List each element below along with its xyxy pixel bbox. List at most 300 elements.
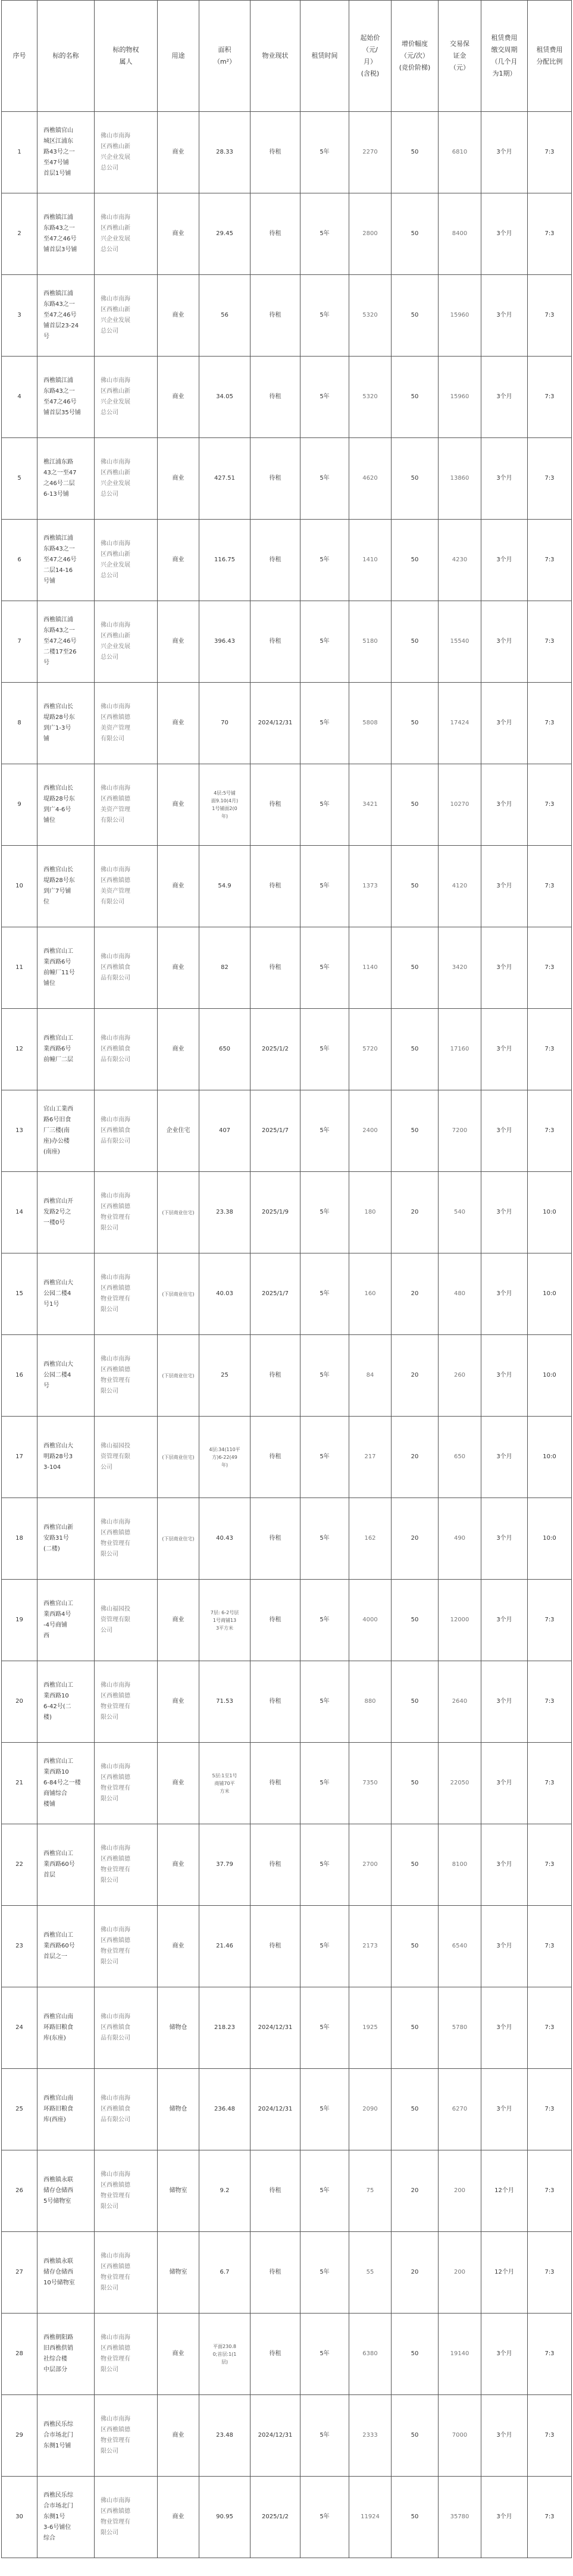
cell-use: (下层商业住宅): [158, 1335, 199, 1417]
cell-area: 116.75: [199, 520, 251, 601]
cell-status: 待租: [251, 2314, 300, 2395]
cell-owner: 佛山市南海 区西樵山新 兴企业发展 总公司: [95, 601, 158, 683]
cell-name: 西樵官山长 堤路28号东 到广4-6号 铺位: [37, 764, 95, 846]
cell-payment: 3个月: [481, 764, 528, 846]
table-row: [2, 2477, 572, 2558]
table-row: [2, 683, 572, 764]
cell-payment: 3个月: [481, 275, 528, 357]
cell-seq: 14: [2, 1172, 37, 1253]
cell-price: 2090: [349, 2069, 392, 2150]
table-row: [2, 2314, 572, 2395]
cell-status: 待租: [251, 520, 300, 601]
cell-use: (下层商业住宅): [158, 1172, 199, 1253]
cell-owner: 佛山市南海 区西樵镇德 物业管理有 限公司: [95, 2395, 158, 2477]
cell-use: 商业: [158, 275, 199, 357]
cell-seq: 4: [2, 357, 37, 438]
cell-lease: 5年: [300, 2232, 349, 2314]
cell-status: 2025/1/2: [251, 2477, 300, 2558]
cell-seq: 23: [2, 1906, 37, 1987]
cell-deposit: 17424: [439, 683, 481, 764]
cell-seq: 2: [2, 193, 37, 275]
cell-area: 37.79: [199, 1824, 251, 1906]
cell-deposit: 6810: [439, 112, 481, 193]
cell-name: 西樵官山大 公园二楼4 号1号: [37, 1253, 95, 1335]
cell-name: 西樵官山工 業西路6号 前幢厂二层: [37, 1009, 95, 1090]
cell-deposit: 4230: [439, 520, 481, 601]
cell-status: 2025/1/2: [251, 1009, 300, 1090]
cell-lease: 5年: [300, 1906, 349, 1987]
cell-increment: 50: [392, 2477, 439, 2558]
cell-name: 官山工業西 路6号旧食 厂三楼(南 座)办公楼 (南座): [37, 1090, 95, 1172]
cell-area: 4层:5号铺 面9.10(4月) 1号铺面2(0 年): [199, 764, 251, 846]
cell-owner: 佛山市南海 区西樵镇德 物业管理有 限公司: [95, 1335, 158, 1417]
cell-ratio: 7:3: [528, 2150, 572, 2232]
cell-increment: 50: [392, 1090, 439, 1172]
cell-payment: 12个月: [481, 2232, 528, 2314]
cell-owner: 佛山市南海 区西樵山新 兴企业发展 总公司: [95, 520, 158, 601]
cell-price: 2700: [349, 1824, 392, 1906]
cell-ratio: 7:3: [528, 1009, 572, 1090]
cell-ratio: 10:0: [528, 1335, 572, 1417]
cell-owner: 佛山市南海 区西樵山新 兴企业发展 总公司: [95, 438, 158, 520]
cell-deposit: 13860: [439, 438, 481, 520]
cell-area: 396.43: [199, 601, 251, 683]
cell-ratio: 7:3: [528, 1987, 572, 2069]
cell-increment: 50: [392, 2314, 439, 2395]
cell-ratio: 7:3: [528, 275, 572, 357]
cell-ratio: 7:3: [528, 2232, 572, 2314]
cell-deposit: 7200: [439, 1090, 481, 1172]
cell-lease: 5年: [300, 112, 349, 193]
cell-payment: 3个月: [481, 438, 528, 520]
cell-owner: 佛山市南海 区西樵镇德 物业管理有 限公司: [95, 1743, 158, 1824]
cell-name: 西樵镇江浦 东路43之一 至47之46号 铺首层35号铺: [37, 357, 95, 438]
cell-increment: 50: [392, 2395, 439, 2477]
cell-ratio: 7:3: [528, 112, 572, 193]
cell-deposit: 15960: [439, 275, 481, 357]
cell-price: 5320: [349, 275, 392, 357]
table-row: [2, 438, 572, 520]
cell-seq: 30: [2, 2477, 37, 2558]
cell-use: 商业: [158, 764, 199, 846]
header-increment: 增价幅度 （元/次） (竞价阶梯): [392, 1, 439, 112]
cell-owner: 佛山市南海 区西樵镇德 物业管理有 限公司: [95, 1824, 158, 1906]
cell-area: 427.51: [199, 438, 251, 520]
cell-use: 商业: [158, 112, 199, 193]
header-status: 物业现状: [251, 1, 300, 112]
cell-price: 2173: [349, 1906, 392, 1987]
table-row: [2, 1417, 572, 1498]
cell-payment: 3个月: [481, 2477, 528, 2558]
cell-seq: 5: [2, 438, 37, 520]
cell-price: 217: [349, 1417, 392, 1498]
cell-price: 5180: [349, 601, 392, 683]
cell-price: 880: [349, 1661, 392, 1743]
cell-use: 商业: [158, 2314, 199, 2395]
cell-name: 西樵官山长 堤路28号东 到广1-3号 铺: [37, 683, 95, 764]
cell-lease: 5年: [300, 1090, 349, 1172]
cell-area: 90.95: [199, 2477, 251, 2558]
cell-use: 商业: [158, 1661, 199, 1743]
cell-name: 樵江浦东路 43之一至47 之46号二层 6-13号铺: [37, 438, 95, 520]
cell-increment: 50: [392, 1743, 439, 1824]
cell-status: 2025/1/7: [251, 1090, 300, 1172]
cell-lease: 5年: [300, 2314, 349, 2395]
cell-status: 2025/1/7: [251, 1253, 300, 1335]
cell-area: 4层:34(110平 方)6-22(49 年): [199, 1417, 251, 1498]
cell-seq: 7: [2, 601, 37, 683]
cell-area: 56: [199, 275, 251, 357]
table-row: [2, 2232, 572, 2314]
cell-area: 25: [199, 1335, 251, 1417]
cell-deposit: 260: [439, 1335, 481, 1417]
cell-ratio: 10:0: [528, 1417, 572, 1498]
table-row: [2, 1824, 572, 1906]
cell-price: 6380: [349, 2314, 392, 2395]
cell-status: 待租: [251, 1906, 300, 1987]
cell-price: 2800: [349, 193, 392, 275]
cell-owner: 佛山市南海 区西樵镇食 品有限公司: [95, 2069, 158, 2150]
cell-deposit: 12000: [439, 1580, 481, 1661]
cell-use: 商业: [158, 2477, 199, 2558]
cell-deposit: 5780: [439, 1987, 481, 2069]
cell-price: 4620: [349, 438, 392, 520]
cell-deposit: 8400: [439, 193, 481, 275]
cell-payment: 3个月: [481, 1498, 528, 1580]
header-name: 标的名称: [37, 1, 95, 112]
cell-area: 9.2: [199, 2150, 251, 2232]
cell-status: 待租: [251, 112, 300, 193]
cell-seq: 15: [2, 1253, 37, 1335]
cell-increment: 20: [392, 1498, 439, 1580]
header-payment: 租赁费用 缴交周期 （几个月 为1期）: [481, 1, 528, 112]
cell-increment: 50: [392, 112, 439, 193]
cell-ratio: 7:3: [528, 357, 572, 438]
cell-seq: 20: [2, 1661, 37, 1743]
cell-seq: 29: [2, 2395, 37, 2477]
cell-area: 5层:1至1号 商铺70平 方米: [199, 1743, 251, 1824]
cell-area: 236.48: [199, 2069, 251, 2150]
cell-status: 2025/1/9: [251, 1172, 300, 1253]
cell-use: 商业: [158, 683, 199, 764]
cell-status: 待租: [251, 764, 300, 846]
cell-status: 待租: [251, 2150, 300, 2232]
cell-price: 2333: [349, 2395, 392, 2477]
cell-ratio: 7:3: [528, 2477, 572, 2558]
cell-increment: 20: [392, 1172, 439, 1253]
cell-status: 待租: [251, 1824, 300, 1906]
cell-area: 40.03: [199, 1253, 251, 1335]
cell-use: (下层商业住宅): [158, 1498, 199, 1580]
cell-ratio: 7:3: [528, 1090, 572, 1172]
cell-name: 西樵官山新 安路31号 (二楼): [37, 1498, 95, 1580]
cell-owner: 佛山福园投 资管理有限 公司: [95, 1580, 158, 1661]
table-row: [2, 927, 572, 1009]
cell-name: 西樵官山工 業西路10 6-84号之一楼 商铺综合 楼铺: [37, 1743, 95, 1824]
cell-increment: 50: [392, 357, 439, 438]
cell-increment: 20: [392, 1335, 439, 1417]
cell-deposit: 15540: [439, 601, 481, 683]
cell-lease: 5年: [300, 1987, 349, 2069]
cell-owner: 佛山市南海 区西樵镇德 物业管理有 限公司: [95, 2477, 158, 2558]
cell-use: 商业: [158, 2395, 199, 2477]
cell-owner: 佛山市南海 区西樵山新 兴企业发展 总公司: [95, 275, 158, 357]
cell-payment: 3个月: [481, 1580, 528, 1661]
cell-seq: 9: [2, 764, 37, 846]
cell-increment: 50: [392, 927, 439, 1009]
cell-lease: 5年: [300, 1253, 349, 1335]
cell-name: 西樵官山工 業西路6号 前幢厂11号 铺位: [37, 927, 95, 1009]
cell-lease: 5年: [300, 1743, 349, 1824]
cell-lease: 5年: [300, 683, 349, 764]
cell-price: 5720: [349, 1009, 392, 1090]
cell-owner: 佛山市南海 区西樵镇食 品有限公司: [95, 1987, 158, 2069]
cell-seq: 27: [2, 2232, 37, 2314]
cell-name: 西樵镇永联 储存仓储西 10号储物室: [37, 2232, 95, 2314]
cell-name: 西樵镇官山 城区江浦东 路43号之一 至47号铺 首层1号铺: [37, 112, 95, 193]
cell-owner: 佛山市南海 区西樵镇食 品有限公司: [95, 1009, 158, 1090]
cell-use: 商业: [158, 601, 199, 683]
table-row: [2, 193, 572, 275]
cell-increment: 20: [392, 1253, 439, 1335]
cell-payment: 3个月: [481, 1661, 528, 1743]
cell-name: 西樵官山长 堤路28号东 到广7号铺 位: [37, 846, 95, 927]
cell-area: 21.46: [199, 1906, 251, 1987]
table-row: [2, 2069, 572, 2150]
cell-ratio: 7:3: [528, 764, 572, 846]
cell-name: 西樵官山工 業西路60号 首层之一: [37, 1906, 95, 1987]
cell-increment: 50: [392, 683, 439, 764]
cell-seq: 18: [2, 1498, 37, 1580]
cell-use: (下层商业住宅): [158, 1253, 199, 1335]
table-row: [2, 1987, 572, 2069]
cell-name: 西樵民乐综 合市场北门 东侧1号 3-6号铺位 综合: [37, 2477, 95, 2558]
cell-deposit: 200: [439, 2150, 481, 2232]
cell-use: 商业: [158, 1580, 199, 1661]
cell-payment: 3个月: [481, 1824, 528, 1906]
cell-payment: 3个月: [481, 846, 528, 927]
cell-payment: 3个月: [481, 357, 528, 438]
cell-deposit: 6270: [439, 2069, 481, 2150]
cell-use: 商业: [158, 520, 199, 601]
cell-area: 650: [199, 1009, 251, 1090]
cell-ratio: 7:3: [528, 1906, 572, 1987]
cell-area: 6.7: [199, 2232, 251, 2314]
cell-area: 28.33: [199, 112, 251, 193]
table-row: [2, 846, 572, 927]
cell-area: 平面230.8 0;首层:1(1 层): [199, 2314, 251, 2395]
cell-increment: 20: [392, 2150, 439, 2232]
cell-price: 5320: [349, 357, 392, 438]
cell-price: 11924: [349, 2477, 392, 2558]
cell-owner: 佛山市南海 区西樵镇食 品有限公司: [95, 927, 158, 1009]
cell-status: 待租: [251, 1335, 300, 1417]
cell-owner: 佛山市南海 区西樵镇德 物业管理有 限公司: [95, 1906, 158, 1987]
cell-increment: 50: [392, 1661, 439, 1743]
cell-lease: 5年: [300, 1824, 349, 1906]
cell-seq: 19: [2, 1580, 37, 1661]
cell-payment: 3个月: [481, 2069, 528, 2150]
cell-name: 西樵官山南 环路旧粮食 库(西座): [37, 2069, 95, 2150]
cell-use: 商业: [158, 927, 199, 1009]
table-row: [2, 275, 572, 357]
cell-use: 商业: [158, 1906, 199, 1987]
cell-ratio: 7:3: [528, 2069, 572, 2150]
cell-payment: 3个月: [481, 112, 528, 193]
cell-use: 商业: [158, 1009, 199, 1090]
cell-payment: 3个月: [481, 1335, 528, 1417]
table-row: [2, 1743, 572, 1824]
cell-seq: 10: [2, 846, 37, 927]
lease-listing-table: [1, 0, 572, 2558]
header-deposit: 交易保 证金 （元）: [439, 1, 481, 112]
cell-lease: 5年: [300, 1580, 349, 1661]
cell-owner: 佛山市南海 区西樵山新 兴企业发展 总公司: [95, 357, 158, 438]
cell-lease: 5年: [300, 2069, 349, 2150]
cell-name: 西樵官山大 明路28号3 3-104: [37, 1417, 95, 1498]
cell-deposit: 6540: [439, 1906, 481, 1987]
cell-name: 西樵官山工 業西路10 6-42号(二 楼): [37, 1661, 95, 1743]
cell-deposit: 490: [439, 1498, 481, 1580]
table-row: [2, 1009, 572, 1090]
cell-payment: 3个月: [481, 2314, 528, 2395]
cell-status: 2024/12/31: [251, 1987, 300, 2069]
cell-ratio: 7:3: [528, 520, 572, 601]
cell-lease: 5年: [300, 357, 349, 438]
cell-seq: 26: [2, 2150, 37, 2232]
cell-lease: 5年: [300, 2150, 349, 2232]
cell-name: 西樵镇江浦 东路43之一 至47之46号 铺首层23-24 号: [37, 275, 95, 357]
cell-area: 29.45: [199, 193, 251, 275]
cell-name: 西樵镇永联 储存仓储西 5号储物室: [37, 2150, 95, 2232]
cell-ratio: 7:3: [528, 438, 572, 520]
cell-area: 23.48: [199, 2395, 251, 2477]
cell-status: 待租: [251, 927, 300, 1009]
cell-ratio: 10:0: [528, 1172, 572, 1253]
cell-deposit: 19140: [439, 2314, 481, 2395]
cell-use: 储物室: [158, 2150, 199, 2232]
cell-price: 160: [349, 1253, 392, 1335]
cell-price: 7350: [349, 1743, 392, 1824]
cell-increment: 20: [392, 2232, 439, 2314]
cell-deposit: 650: [439, 1417, 481, 1498]
cell-deposit: 35780: [439, 2477, 481, 2558]
cell-payment: 3个月: [481, 601, 528, 683]
cell-price: 1925: [349, 1987, 392, 2069]
cell-ratio: 7:3: [528, 2314, 572, 2395]
cell-deposit: 22050: [439, 1743, 481, 1824]
cell-seq: 6: [2, 520, 37, 601]
cell-payment: 3个月: [481, 927, 528, 1009]
cell-payment: 3个月: [481, 1090, 528, 1172]
cell-owner: 佛山市南海 区西樵镇德 物业管理有 限公司: [95, 1172, 158, 1253]
cell-owner: 佛山市南海 区西樵镇德 美资产管理 有限公司: [95, 846, 158, 927]
table-row: [2, 1906, 572, 1987]
table-row: [2, 1498, 572, 1580]
cell-lease: 5年: [300, 846, 349, 927]
cell-status: 2024/12/31: [251, 2395, 300, 2477]
cell-owner: 佛山市南海 区西樵镇德 物业管理有 限公司: [95, 1498, 158, 1580]
cell-seq: 17: [2, 1417, 37, 1498]
cell-seq: 3: [2, 275, 37, 357]
cell-ratio: 10:0: [528, 1498, 572, 1580]
cell-owner: 佛山市南海 区西樵山新 兴企业发展 总公司: [95, 193, 158, 275]
cell-status: 待租: [251, 193, 300, 275]
cell-use: 储物仓: [158, 1987, 199, 2069]
cell-seq: 8: [2, 683, 37, 764]
cell-ratio: 7:3: [528, 683, 572, 764]
cell-payment: 3个月: [481, 520, 528, 601]
cell-area: 7层: 6-2号层 1号商铺13 3平方米: [199, 1580, 251, 1661]
cell-payment: 3个月: [481, 1987, 528, 2069]
cell-name: 西樵官山工 業西路4号 -4号商铺 西: [37, 1580, 95, 1661]
cell-use: 商业: [158, 1743, 199, 1824]
cell-area: 40.43: [199, 1498, 251, 1580]
cell-lease: 5年: [300, 927, 349, 1009]
cell-name: 西樵镇江浦 东路43之一 至47之46号 铺首层3号铺: [37, 193, 95, 275]
cell-owner: 佛山市南海 区西樵镇德 美资产管理 有限公司: [95, 764, 158, 846]
cell-status: 待租: [251, 1580, 300, 1661]
table-row: [2, 1580, 572, 1661]
cell-price: 1140: [349, 927, 392, 1009]
cell-area: 218.23: [199, 1987, 251, 2069]
cell-deposit: 10270: [439, 764, 481, 846]
cell-area: 407: [199, 1090, 251, 1172]
cell-lease: 5年: [300, 1009, 349, 1090]
table-row: [2, 1172, 572, 1253]
cell-seq: 1: [2, 112, 37, 193]
cell-increment: 50: [392, 1987, 439, 2069]
cell-seq: 28: [2, 2314, 37, 2395]
table-row: [2, 112, 572, 193]
header-owner: 标的物权 属人: [95, 1, 158, 112]
cell-payment: 3个月: [481, 1009, 528, 1090]
cell-lease: 5年: [300, 2477, 349, 2558]
cell-price: 162: [349, 1498, 392, 1580]
cell-increment: 50: [392, 846, 439, 927]
table-row: [2, 1090, 572, 1172]
cell-price: 84: [349, 1335, 392, 1417]
cell-name: 西樵官山大 公园二楼4 号: [37, 1335, 95, 1417]
cell-name: 西樵镇江浦 东路43之一 至47之46号 二层14-16 号铺: [37, 520, 95, 601]
table-row: [2, 2395, 572, 2477]
cell-status: 待租: [251, 846, 300, 927]
header-ratio: 租赁费用 分配比例: [528, 1, 572, 112]
cell-lease: 5年: [300, 520, 349, 601]
header-row: [2, 1, 572, 112]
cell-price: 3421: [349, 764, 392, 846]
cell-seq: 13: [2, 1090, 37, 1172]
cell-ratio: 7:3: [528, 1580, 572, 1661]
cell-lease: 5年: [300, 1498, 349, 1580]
cell-ratio: 7:3: [528, 1743, 572, 1824]
cell-price: 2400: [349, 1090, 392, 1172]
cell-status: 2024/12/31: [251, 683, 300, 764]
cell-increment: 50: [392, 1580, 439, 1661]
cell-price: 55: [349, 2232, 392, 2314]
cell-status: 待租: [251, 1417, 300, 1498]
cell-increment: 50: [392, 1824, 439, 1906]
cell-lease: 5年: [300, 601, 349, 683]
cell-lease: 5年: [300, 438, 349, 520]
cell-status: 待租: [251, 438, 300, 520]
cell-status: 待租: [251, 601, 300, 683]
cell-seq: 16: [2, 1335, 37, 1417]
cell-area: 70: [199, 683, 251, 764]
cell-increment: 50: [392, 438, 439, 520]
cell-increment: 20: [392, 1417, 439, 1498]
cell-use: 商业: [158, 438, 199, 520]
